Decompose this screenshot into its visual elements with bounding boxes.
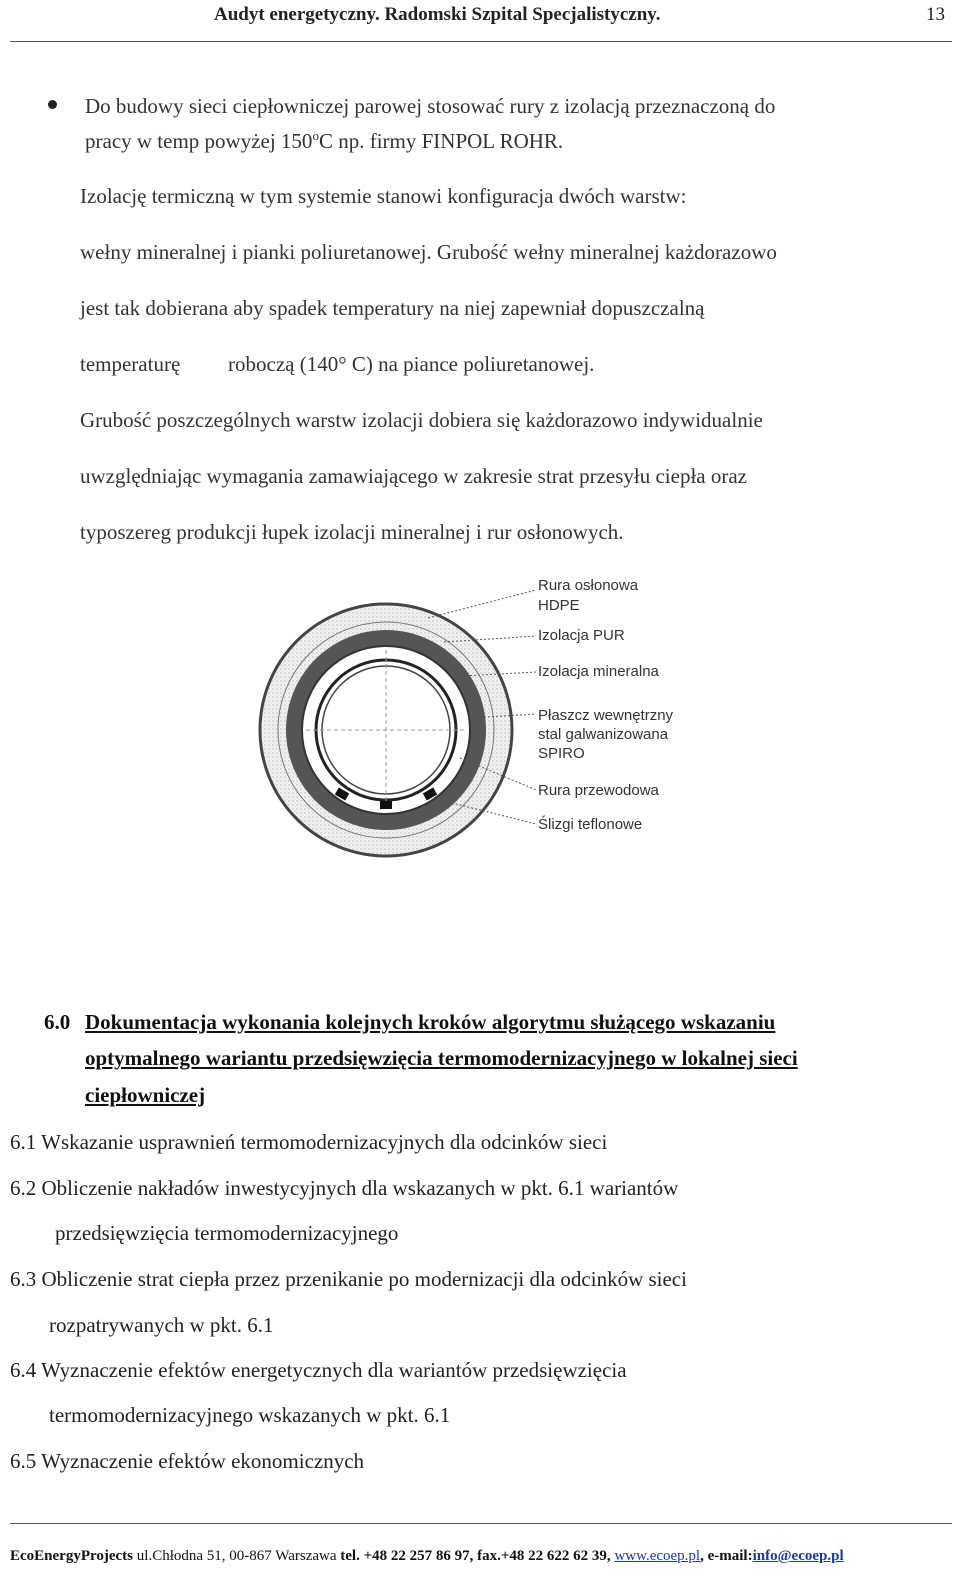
section-number: 6.0 bbox=[44, 1010, 71, 1034]
page-footer bbox=[10, 1548, 844, 1565]
bullet-dot bbox=[48, 100, 57, 109]
paragraph-line-5: Grubość poszczególnych warstw izolacji dobiera się każdorazowo indywidualnie bbox=[80, 408, 763, 432]
paragraph-line-3: jest tak dobierana aby spadek temperatury na niej zapewniał dopuszczalną bbox=[80, 296, 705, 320]
paragraph-line-4a: temperaturę bbox=[80, 352, 181, 376]
label-inner-jacket: Płaszcz wewnętrzny bbox=[538, 707, 674, 724]
subsection-6-2: 6.2 Obliczenie nakładów inwestycyjnych dla wskazanych w pkt. 6.1 wariantów bbox=[10, 1176, 679, 1200]
label-teflon-skids: Ślizgi teflonowe bbox=[538, 816, 643, 833]
header-rule bbox=[10, 41, 952, 42]
subsection-6-4: 6.4 Wyznaczenie efektów energetycznych dla wariantów przedsięwzięcia bbox=[10, 1358, 627, 1382]
label-galvanized: stal galwanizowana bbox=[538, 726, 669, 743]
footer-email-label: , e-mail: bbox=[700, 1548, 753, 1564]
label-mineral: Izolacja mineralna bbox=[538, 663, 659, 680]
paragraph-line-4b: roboczą (140° C) na piance poliuretanowej. bbox=[228, 352, 595, 376]
footer-company: EcoEnergyProjects bbox=[10, 1548, 134, 1564]
page-number: 13 bbox=[926, 4, 945, 25]
section-title-line-3: ciepłowniczej bbox=[85, 1083, 206, 1107]
pipe-diagram-svg bbox=[248, 568, 712, 874]
label-outer-casing: Rura osłonowa bbox=[538, 577, 639, 594]
footer-rule bbox=[10, 1523, 952, 1524]
label-carrier-pipe: Rura przewodowa bbox=[538, 782, 659, 799]
bullet-line-1: Do budowy sieci ciepłowniczej parowej stosować rury z izolacją przeznaczoną do bbox=[85, 94, 776, 118]
section-title-line-1: Dokumentacja wykonania kolejnych kroków algorytmu służącego wskazaniu bbox=[85, 1010, 776, 1034]
footer-website-link[interactable]: www.ecoep.pl bbox=[614, 1548, 701, 1564]
footer-address: ul.Chłodna 51, 00-867 Warszawa bbox=[136, 1548, 337, 1564]
pipe-layers bbox=[260, 604, 512, 856]
subsection-6-5: 6.5 Wyznaczenie efektów ekonomicznych bbox=[10, 1449, 365, 1473]
footer-phone: tel. +48 22 257 86 97, fax.+48 22 622 62 39, bbox=[340, 1548, 611, 1564]
label-hdpe: HDPE bbox=[538, 597, 580, 614]
teflon-skid-bottom bbox=[380, 801, 392, 809]
bullet-line-2: pracy w temp powyżej 150$^o$C np. firmy FINPOL ROHR. bbox=[85, 128, 564, 153]
diagram-labels bbox=[538, 577, 674, 833]
label-spiro: SPIRO bbox=[538, 745, 585, 762]
paragraph-line-7: typoszereg produkcji łupek izolacji mineralnej i rur osłonowych. bbox=[80, 520, 624, 544]
header-title: Audyt energetyczny. Radomski Szpital Specjalistyczny. bbox=[214, 4, 661, 25]
subsection-6-3: 6.3 Obliczenie strat ciepła przez przenikanie po modernizacji dla odcinków sieci bbox=[10, 1267, 687, 1291]
label-pur: Izolacja PUR bbox=[538, 627, 625, 644]
footer-email-link[interactable]: info@ecoep.pl bbox=[752, 1548, 844, 1564]
subsection-6-1: 6.1 Wskazanie usprawnień termomodernizacyjnych dla odcinków sieci bbox=[10, 1130, 608, 1154]
page-header bbox=[0, 0, 960, 44]
subsection-6-3-cont: rozpatrywanych w pkt. 6.1 bbox=[49, 1313, 274, 1337]
section-title-line-2: optymalnego wariantu przedsięwzięcia termomodernizacyjnego w lokalnej sieci bbox=[85, 1046, 798, 1070]
paragraph-line-2: wełny mineralnej i pianki poliuretanowej. Grubość wełny mineralnej każdorazowo bbox=[80, 240, 777, 264]
subsection-6-4-cont: termomodernizacyjnego wskazanych w pkt. 6.1 bbox=[49, 1403, 451, 1427]
pipe-cross-section-diagram bbox=[248, 568, 712, 874]
subsection-6-2-cont: przedsięwzięcia termomodernizacyjnego bbox=[55, 1221, 399, 1245]
paragraph-line-1: Izolację termiczną w tym systemie stanowi konfiguracja dwóch warstw: bbox=[80, 184, 687, 208]
paragraph-line-6: uwzględniając wymagania zamawiającego w zakresie strat przesyłu ciepła oraz bbox=[80, 464, 747, 488]
